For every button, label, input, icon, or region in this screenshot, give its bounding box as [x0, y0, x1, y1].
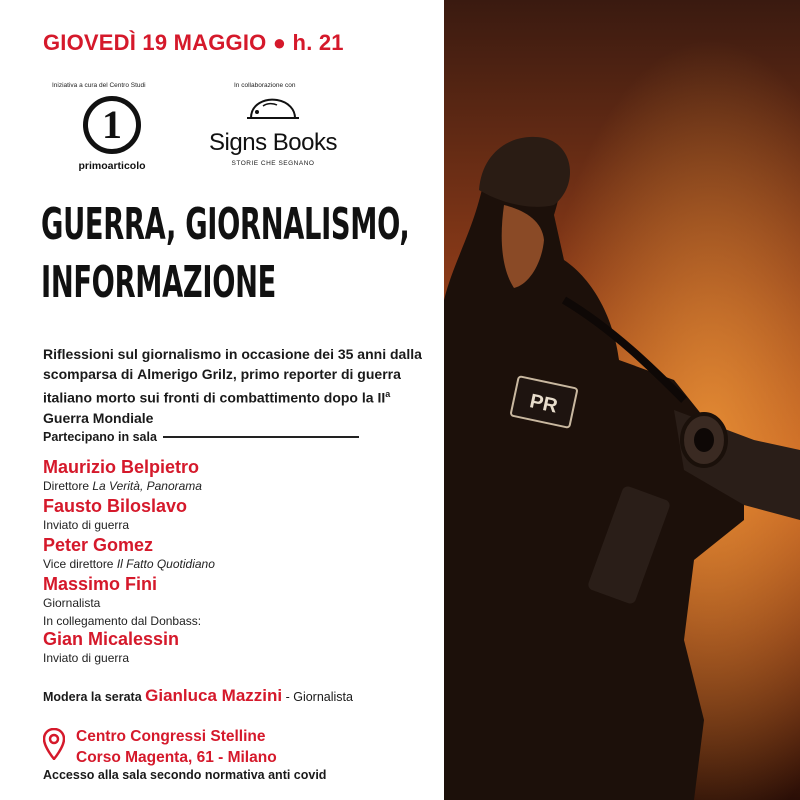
speaker-item: [43, 574, 438, 611]
speaker-name: Maurizio Belpietro: [43, 457, 200, 477]
location-pin-icon: [43, 728, 65, 760]
speaker-item: [43, 535, 438, 572]
turtle-icon: [243, 94, 303, 124]
speaker-item: [43, 457, 438, 494]
desc-superscript: a: [385, 389, 391, 399]
speaker-name: Gian Micalessin: [43, 629, 180, 649]
speaker-name: Massimo Fini: [43, 574, 158, 594]
photo-illustration: [444, 0, 800, 800]
venue-street: Corso Magenta, 61 - Milano: [76, 749, 277, 766]
signs-tagline: STORIE CHE SEGNANO: [231, 160, 315, 167]
desc-part-3: Guerra Mondiale: [43, 409, 154, 426]
event-date: GIOVEDÌ 19 MAGGIO ● h. 21: [43, 30, 344, 55]
signs-caption: In collaborazione con: [234, 82, 296, 89]
signsbooks-logo: [193, 94, 353, 167]
speaker-name: Peter Gomez: [43, 535, 154, 555]
speaker-item: [43, 629, 438, 666]
participants-heading: [43, 430, 359, 444]
moderator-role: - Giornalista: [282, 690, 353, 704]
remote-note: In collegamento dal Donbass:: [43, 614, 202, 628]
speaker-role: Inviato di guerra: [43, 651, 130, 665]
speaker-role: Vice direttore Il Fatto Quotidiano: [43, 557, 215, 571]
speaker-item: [43, 496, 438, 533]
moderator-line: [43, 686, 353, 706]
event-description: [43, 344, 438, 428]
venue-name: Centro Congressi Stelline: [76, 728, 266, 745]
primoarticolo-logo: [72, 96, 152, 172]
signs-name: Signs Books: [209, 129, 337, 156]
moderator-prefix: Modera la serata: [43, 690, 146, 704]
title-line-1: GUERRA, GIORNALISMO,: [41, 199, 410, 250]
speaker-list: [43, 457, 438, 668]
speaker-role: Direttore La Verità, Panorama: [43, 479, 202, 493]
primo-mark: 1: [83, 96, 141, 154]
speaker-role: Inviato di guerra: [43, 518, 130, 532]
primo-name: primoarticolo: [78, 160, 146, 172]
speaker-role: Giornalista: [43, 596, 101, 610]
speaker-name: Fausto Biloslavo: [43, 496, 188, 516]
primo-caption: Iniziativa a cura del Centro Studi: [52, 82, 146, 89]
war-reporter-photo: [444, 0, 800, 800]
desc-highlight: Almerigo Grilz: [137, 366, 233, 382]
participants-label: Partecipano in sala: [43, 430, 157, 444]
desc-part-2: , primo reporter di guerra italiano morto sui fronti di combattimento dopo la II: [43, 366, 401, 406]
access-note: Accesso alla sala secondo normativa anti covid: [43, 768, 327, 782]
desc-part-1: Riflessioni sul giornalismo in occasione dei 35 anni dalla scomparsa di: [43, 346, 422, 382]
page-title: [41, 196, 410, 312]
moderator-name: Gianluca Mazzini: [145, 686, 283, 705]
heading-rule: [163, 436, 359, 438]
pr-badge: PR: [527, 390, 560, 418]
venue-address: [76, 726, 277, 768]
title-line-2: INFORMAZIONE: [41, 257, 276, 308]
